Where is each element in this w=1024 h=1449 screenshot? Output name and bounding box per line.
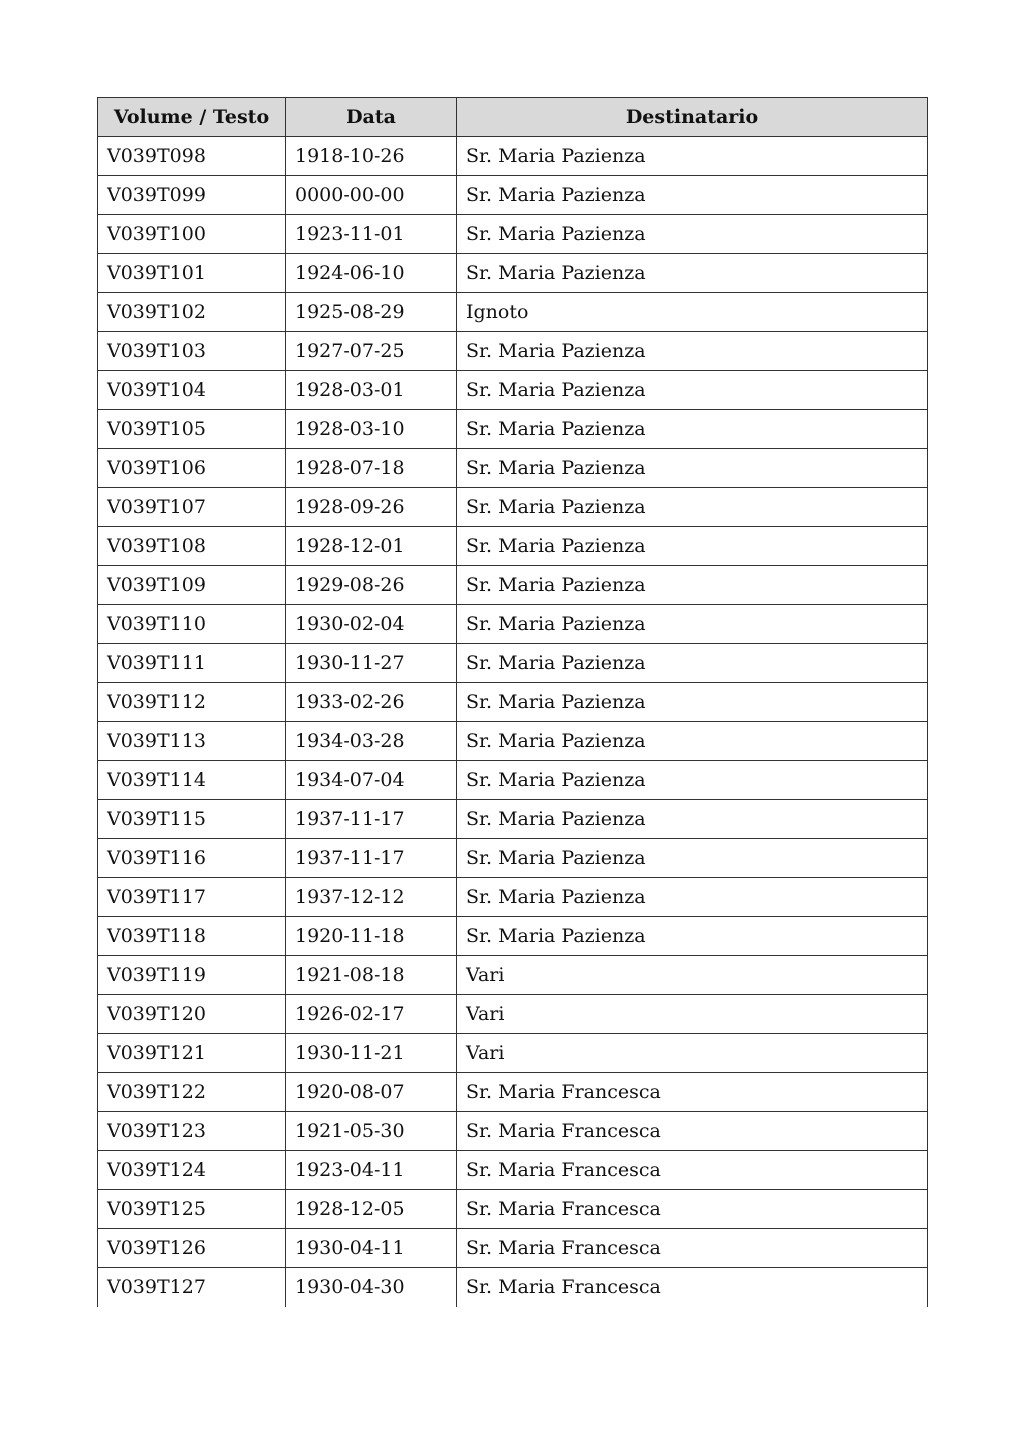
cell-volume-testo: V039T105 [98,410,286,449]
cell-data: 1928-07-18 [286,449,457,488]
cell-data: 1921-08-18 [286,956,457,995]
cell-data: 1928-03-01 [286,371,457,410]
table-row [98,137,928,176]
cell-volume-testo: V039T116 [98,839,286,878]
cell-destinatario: Sr. Maria Pazienza [457,605,928,644]
cell-destinatario: Sr. Maria Pazienza [457,722,928,761]
cell-data: 1924-06-10 [286,254,457,293]
cell-data: 1928-12-05 [286,1190,457,1229]
cell-data: 1930-11-27 [286,644,457,683]
cell-volume-testo: V039T127 [98,1268,286,1307]
cell-destinatario: Sr. Maria Pazienza [457,683,928,722]
cell-destinatario: Ignoto [457,293,928,332]
table-row [98,605,928,644]
cell-data: 1930-04-30 [286,1268,457,1307]
cell-volume-testo: V039T103 [98,332,286,371]
cell-volume-testo: V039T112 [98,683,286,722]
table-row [98,215,928,254]
table-row [98,683,928,722]
table-row [98,332,928,371]
table-row [98,449,928,488]
cell-data: 1928-03-10 [286,410,457,449]
table-row [98,176,928,215]
cell-volume-testo: V039T099 [98,176,286,215]
table-row [98,917,928,956]
cell-volume-testo: V039T122 [98,1073,286,1112]
cell-data: 1937-11-17 [286,800,457,839]
table-row [98,527,928,566]
cell-data: 1929-08-26 [286,566,457,605]
cell-volume-testo: V039T104 [98,371,286,410]
cell-data: 1927-07-25 [286,332,457,371]
cell-volume-testo: V039T110 [98,605,286,644]
column-header-destinatario: Destinatario [457,98,928,137]
cell-destinatario: Sr. Maria Pazienza [457,137,928,176]
cell-volume-testo: V039T117 [98,878,286,917]
cell-destinatario: Sr. Maria Pazienza [457,839,928,878]
cell-volume-testo: V039T107 [98,488,286,527]
cell-data: 1934-07-04 [286,761,457,800]
cell-data: 1930-04-11 [286,1229,457,1268]
cell-destinatario: Vari [457,995,928,1034]
cell-volume-testo: V039T126 [98,1229,286,1268]
cell-data: 1934-03-28 [286,722,457,761]
table-row [98,254,928,293]
cell-destinatario: Sr. Maria Francesca [457,1268,928,1307]
cell-volume-testo: V039T108 [98,527,286,566]
cell-destinatario: Sr. Maria Pazienza [457,449,928,488]
cell-data: 1928-12-01 [286,527,457,566]
cell-volume-testo: V039T120 [98,995,286,1034]
cell-data: 1937-11-17 [286,839,457,878]
cell-destinatario: Sr. Maria Pazienza [457,410,928,449]
cell-volume-testo: V039T111 [98,644,286,683]
cell-data: 1928-09-26 [286,488,457,527]
cell-destinatario: Sr. Maria Francesca [457,1229,928,1268]
cell-data: 0000-00-00 [286,176,457,215]
cell-volume-testo: V039T121 [98,1034,286,1073]
cell-volume-testo: V039T098 [98,137,286,176]
table-row [98,1151,928,1190]
table-row [98,644,928,683]
cell-destinatario: Sr. Maria Pazienza [457,176,928,215]
cell-destinatario: Sr. Maria Pazienza [457,527,928,566]
table-row [98,956,928,995]
cell-destinatario: Sr. Maria Pazienza [457,488,928,527]
cell-volume-testo: V039T118 [98,917,286,956]
table-row [98,722,928,761]
table-row [98,293,928,332]
table-row [98,839,928,878]
letters-table [97,97,928,1307]
cell-volume-testo: V039T113 [98,722,286,761]
cell-destinatario: Sr. Maria Pazienza [457,761,928,800]
cell-volume-testo: V039T119 [98,956,286,995]
cell-data: 1920-11-18 [286,917,457,956]
cell-volume-testo: V039T123 [98,1112,286,1151]
cell-destinatario: Sr. Maria Francesca [457,1151,928,1190]
cell-volume-testo: V039T102 [98,293,286,332]
cell-volume-testo: V039T100 [98,215,286,254]
cell-data: 1923-04-11 [286,1151,457,1190]
cell-volume-testo: V039T101 [98,254,286,293]
table-row [98,878,928,917]
cell-destinatario: Sr. Maria Pazienza [457,566,928,605]
cell-destinatario: Sr. Maria Pazienza [457,254,928,293]
cell-destinatario: Sr. Maria Francesca [457,1073,928,1112]
cell-volume-testo: V039T124 [98,1151,286,1190]
header-row [98,98,928,137]
table-row [98,1034,928,1073]
table-row [98,800,928,839]
table-row [98,488,928,527]
cell-data: 1933-02-26 [286,683,457,722]
column-header-data: Data [286,98,457,137]
cell-volume-testo: V039T125 [98,1190,286,1229]
table-row [98,1190,928,1229]
table-body [98,137,928,1307]
cell-destinatario: Sr. Maria Pazienza [457,878,928,917]
cell-destinatario: Sr. Maria Pazienza [457,215,928,254]
table-header [98,98,928,137]
table-row [98,761,928,800]
cell-data: 1923-11-01 [286,215,457,254]
cell-destinatario: Sr. Maria Pazienza [457,917,928,956]
cell-destinatario: Sr. Maria Pazienza [457,332,928,371]
cell-data: 1920-08-07 [286,1073,457,1112]
cell-data: 1937-12-12 [286,878,457,917]
cell-destinatario: Sr. Maria Pazienza [457,800,928,839]
cell-data: 1918-10-26 [286,137,457,176]
table-row [98,995,928,1034]
table-row [98,371,928,410]
cell-destinatario: Sr. Maria Pazienza [457,644,928,683]
cell-destinatario: Sr. Maria Francesca [457,1112,928,1151]
cell-destinatario: Sr. Maria Francesca [457,1190,928,1229]
cell-volume-testo: V039T115 [98,800,286,839]
cell-data: 1926-02-17 [286,995,457,1034]
cell-data: 1925-08-29 [286,293,457,332]
cell-volume-testo: V039T114 [98,761,286,800]
cell-data: 1930-02-04 [286,605,457,644]
cell-data: 1930-11-21 [286,1034,457,1073]
cell-destinatario: Vari [457,956,928,995]
column-header-volume-testo: Volume / Testo [98,98,286,137]
cell-data: 1921-05-30 [286,1112,457,1151]
table-row [98,566,928,605]
table-row [98,1229,928,1268]
cell-volume-testo: V039T109 [98,566,286,605]
cell-destinatario: Sr. Maria Pazienza [457,371,928,410]
cell-volume-testo: V039T106 [98,449,286,488]
table-row [98,1268,928,1307]
cell-destinatario: Vari [457,1034,928,1073]
table-row [98,1073,928,1112]
table-row [98,1112,928,1151]
table-row [98,410,928,449]
